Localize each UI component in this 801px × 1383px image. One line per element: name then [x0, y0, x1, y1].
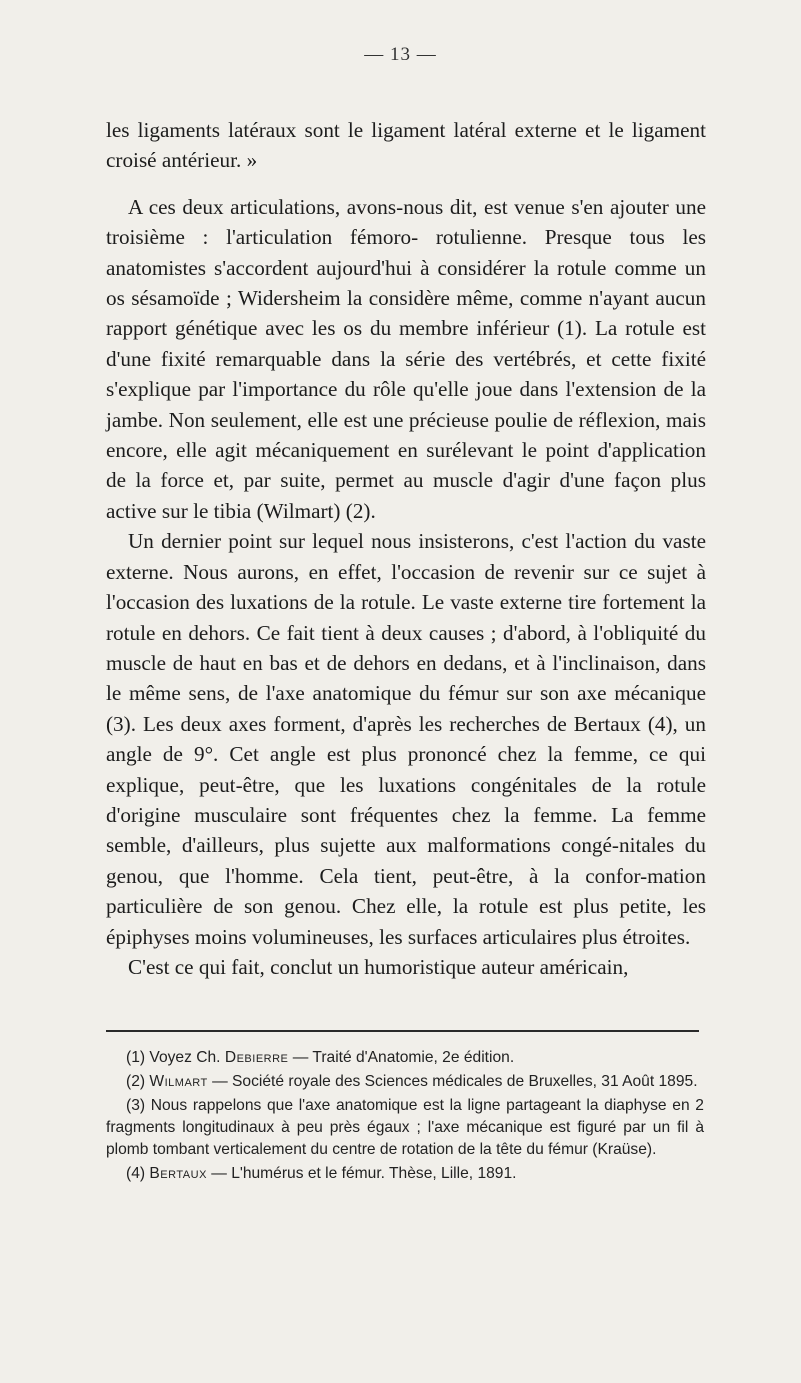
footnote-3 [106, 1095, 704, 1161]
footnote-mark: (1) [126, 1049, 146, 1066]
footnote-mark: (3) [126, 1097, 146, 1114]
footnote-2 [106, 1071, 704, 1093]
footnote-4 [106, 1163, 704, 1185]
footnote-prefix: Voyez Ch. [149, 1049, 221, 1066]
footnote-text: — Société royale des Sciences médicales de Bruxelles, 31 Août 1895. [212, 1073, 698, 1090]
footnote-text: Nous rappelons que l'axe anatomique est la ligne partageant la diaphyse en 2 fragments longitudinaux à peu près égaux ; l'axe mécanique est figuré par un fil à plomb tombant verticalement du centre de rotation de la tête du fémur (Kraüse). [106, 1097, 704, 1158]
page-number: — 13 — [364, 44, 437, 65]
paragraph: C'est ce qui fait, conclut un humoristique auteur américain, [128, 954, 629, 979]
footnote-author: Bertaux [149, 1165, 207, 1182]
paragraph-continuation: les ligaments latéraux sont le ligament latéral externe et le ligament croisé antérieur. » [106, 118, 706, 173]
footnote-text: — L'humérus et le fémur. Thèse, Lille, 1891. [211, 1165, 517, 1182]
footnote-separator [106, 1030, 699, 1032]
footnote-1 [106, 1047, 704, 1069]
paragraph: A ces deux articulations, avons-nous dit, est venue s'en ajouter une troisième : l'articulation fémoro- rotulienne. Presque tous les anatomistes s'accordent aujourd'hui à considérer la rotule comme un os sésamoïde ; Widersheim la considère même, comme n'ayant aucun rapport génétique avec les os du membre inférieur (1). La rotule est d'une fixité remarquable dans la série des vertébrés, et cette fixité s'explique par l'importance du rôle qu'elle joue dans l'extension de la jambe. Non seulement, elle est une précieuse poulie de réflexion, mais encore, elle agit mécaniquement en surélevant le point d'application de la force et, par suite, permet au muscle d'agir d'une façon plus active sur le tibia (Wilmart) (2). [106, 194, 706, 523]
footnote-author: Debierre [224, 1049, 289, 1066]
footnote-mark: (2) [126, 1073, 146, 1090]
footnote-author: Wilmart [149, 1073, 208, 1090]
footnote-text: — Traité d'Anatomie, 2e édition. [292, 1049, 515, 1066]
footnotes [106, 1047, 704, 1187]
footnote-mark: (4) [126, 1165, 146, 1182]
body-text [106, 115, 706, 982]
paragraph: Un dernier point sur lequel nous insisterons, c'est l'action du vaste externe. Nous aurons, en effet, l'occasion de revenir sur ce sujet à l'occasion des luxations de la rotule. Le vaste externe tire fortement la rotule en dehors. Ce fait tient à deux causes ; d'abord, à l'obliquité du muscle de haut en bas et de dehors en dedans, et à l'inclinaison, dans le même sens, de l'axe anatomique du fémur sur son axe mécanique (3). Les deux axes forment, d'après les recherches de Bertaux (4), un angle de 9°. Cet angle est plus prononcé chez la femme, ce qui explique, peut-être, que les luxations congénitales de la rotule d'origine musculaire sont fréquentes chez la femme. La femme semble, d'ailleurs, plus sujette aux malformations congé-nitales du genou, que l'homme. Cela tient, peut-être, à la confor-mation particulière de son genou. Chez elle, la rotule est plus petite, les épiphyses moins volumineuses, les surfaces articulaires plus étroites. [106, 529, 706, 949]
